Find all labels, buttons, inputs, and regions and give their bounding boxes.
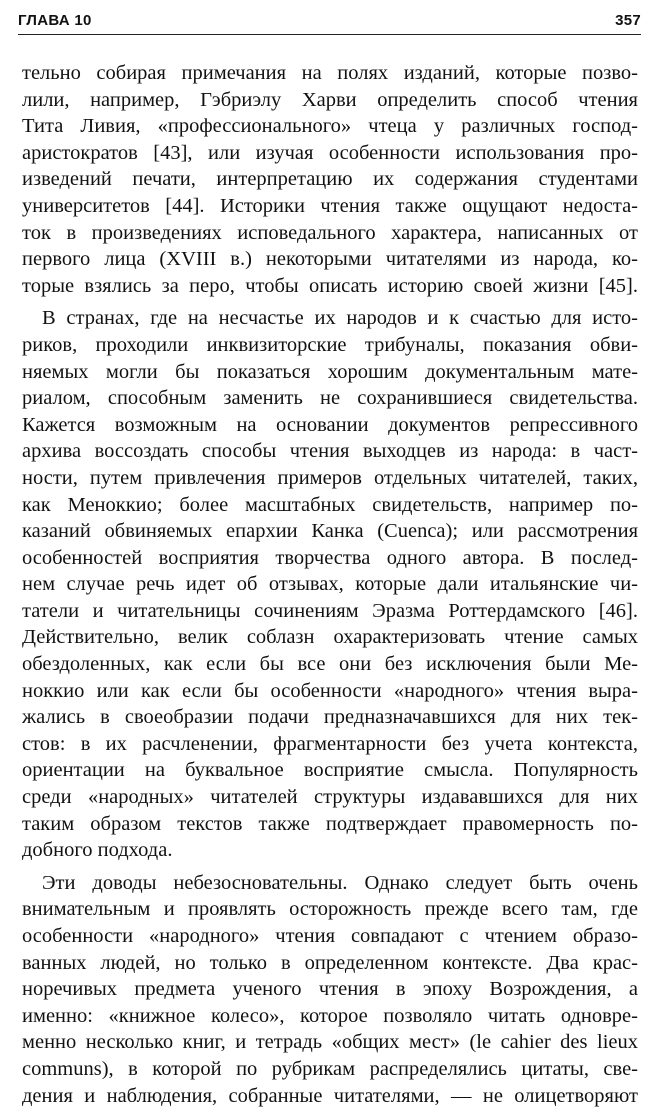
text-line: внимательным и проявлять осторожность прежде всего там, где [22, 898, 638, 921]
paragraph-2 [22, 305, 638, 863]
text-line: татели и читательницы сочинениям Эразма Роттердамского [46]. [22, 599, 638, 622]
text-line: ванных людей, но только в определенном контексте. Два крас- [22, 951, 638, 974]
text-line: норечивых предмета ученого чтения в эпоху Возрождения, а [22, 978, 638, 1001]
text-line: архива воссоздать способы чтения выходцев из народа: в част- [22, 440, 638, 463]
text-line: стов: в их расчленении, фрагментарности без учета контекста, [22, 732, 638, 755]
text-line: тельно собирая примечания на полях изданий, которые позво- [22, 62, 638, 84]
text-line: особенности «народного» чтения совпадают с чтением образо- [22, 925, 638, 947]
text-line: таким образом текстов также подтверждает правомерность по- [22, 812, 638, 835]
text-line: ноккио или как если бы особенности «народного» чтения выра- [22, 679, 638, 702]
text-line: В странах, где на несчастье их народов и к счастью для исто- [42, 307, 638, 330]
text-line: университетов [44]. Историки чтения также ощущают недоста- [22, 194, 638, 217]
text-line: торые взялись за перо, чтобы описать историю своей жизни [45]. [22, 274, 638, 297]
text-line: добного подхода. [22, 839, 173, 862]
running-head [18, 12, 641, 35]
text-line: ток в произведениях исповедального характера, написанных от [22, 221, 638, 244]
text-line: Действительно, велик соблазн охарактеризовать чтение самых [22, 626, 638, 649]
paragraph-3 [22, 870, 638, 1109]
text-line: особенностей восприятия творчества одного автора. В послед- [22, 546, 638, 569]
page-number: 357 [615, 12, 641, 29]
text-line: няемых могли бы показаться хорошим документальным мате- [22, 360, 638, 383]
text-line: первого лица (XVIII в.) некоторыми читателями из народа, ко- [22, 248, 638, 271]
text-line: среди «народных» читателей структуры издававшихся для них [22, 786, 638, 809]
text-line: риков, проходили инквизиторские трибуналы, показания обви- [22, 333, 638, 356]
text-line: жались в своеобразии подачи предназначавшихся для них тек- [22, 706, 638, 729]
text-line: менно несколько книг, и тетрадь «общих мест» (le cahier des lieux [22, 1031, 638, 1054]
text-line: Кажется возможным на основании документов репрессивного [22, 413, 638, 436]
text-line: риалом, способным заменить не сохранившиеся свидетельства. [22, 387, 638, 410]
text-line: нем случае речь идет об отзывах, которые дали итальянские чи- [22, 573, 638, 596]
text-line: Тита Ливия, «профессионального» чтеца у различных господ- [22, 115, 638, 138]
text-line: казаний обвиняемых епархии Канка (Cuenca); или рассмотрения [22, 520, 638, 543]
text-line: обездоленных, как если бы все они без исключения были Ме- [22, 653, 638, 676]
text-line: communs), в которой по рубрикам распределялись цитаты, све- [22, 1057, 638, 1080]
text-line: лили, например, Гэбриэлу Харви определить способ чтения [22, 88, 638, 111]
chapter-title: ГЛАВА 10 [18, 12, 92, 29]
text-line: Эти доводы небезосновательны. Однако следует быть очень [42, 871, 638, 894]
text-line: изведений печати, интерпретацию их содержания студентами [22, 168, 638, 191]
text-line: именно: «книжное колесо», которое позволяло читать одновре- [22, 1004, 638, 1027]
body-text [22, 60, 638, 1109]
text-line: как Меноккио; более масштабных свидетельств, например по- [22, 493, 638, 516]
text-line: ности, путем привлечения примеров отдельных читателей, таких, [22, 466, 638, 489]
text-line: аристократов [43], или изучая особенности использования про- [22, 141, 638, 164]
text-line: ориентации на буквальное восприятие смысла. Популярность [22, 759, 638, 782]
paragraph-1 [22, 60, 638, 299]
text-line: дения и наблюдения, собранные читателями, — не олицетворяют [22, 1084, 638, 1107]
